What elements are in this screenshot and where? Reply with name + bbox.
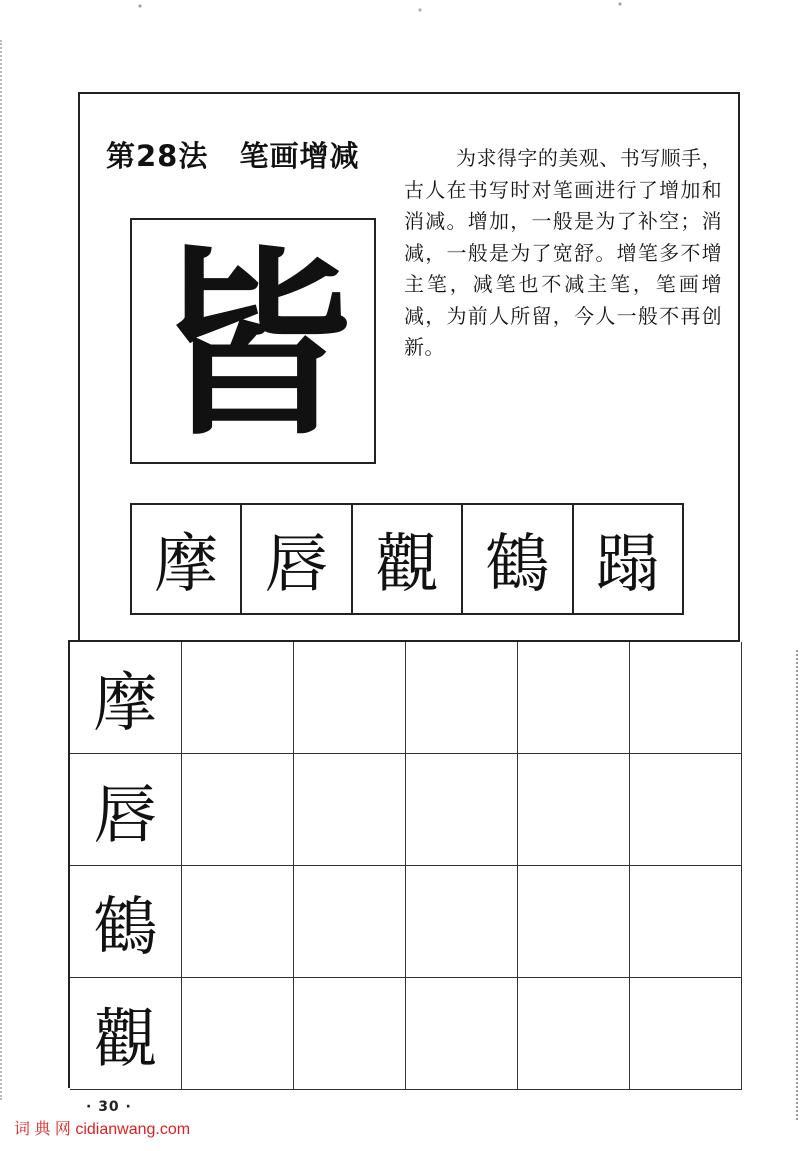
practice-blank-cell [294,754,406,866]
lesson-description: 为求得字的美观、书写顺手，古人在书写时对笔画进行了增加和消减。增加，一般是为了补空；消减，一般是为了宽舒。增笔多不增主笔，减笔也不减主笔，笔画增减，为前人所留，今人一般不再创新。 [404,146,722,359]
rule-number: 第28法 [106,139,209,173]
page-edge-right [792,650,798,1120]
practice-blank-cell [406,978,518,1090]
practice-model-cell: 唇 [70,754,182,866]
practice-blank-cell [630,978,742,1090]
page-number: · 30 · [86,1099,132,1115]
page-edge-left [0,40,6,1100]
practice-model-cell: 摩 [70,642,182,754]
example-cell: 鶴 [463,505,573,613]
practice-blank-cell [182,866,294,978]
example-cell: 摩 [132,505,242,613]
practice-model-cell: 鶴 [70,866,182,978]
example-character: 皆 [152,230,353,463]
example-character-row [130,503,684,615]
example-character-box [130,218,376,464]
practice-blank-cell [518,978,630,1090]
practice-blank-cell [294,866,406,978]
rule-title: 笔画增减 [239,139,360,173]
practice-blank-cell [294,978,406,1090]
practice-blank-cell [406,866,518,978]
practice-model-cell: 觀 [70,978,182,1090]
example-cell: 蹋 [595,528,660,602]
site-watermark: 词 典 网 cidianwang.com [14,1121,191,1138]
practice-blank-cell [630,866,742,978]
practice-blank-cell [182,754,294,866]
lesson-heading [106,134,359,175]
practice-blank-cell [518,866,630,978]
practice-blank-cell [182,642,294,754]
practice-blank-cell [406,642,518,754]
practice-blank-cell [630,642,742,754]
example-cell: 唇 [242,505,352,613]
scan-artifacts [0,0,800,18]
practice-blank-cell [518,754,630,866]
practice-blank-cell [182,978,294,1090]
practice-blank-cell [406,754,518,866]
practice-blank-cell [518,642,630,754]
example-cell: 觀 [353,505,463,613]
practice-grid [68,640,740,1088]
practice-blank-cell [294,642,406,754]
practice-blank-cell [630,754,742,866]
